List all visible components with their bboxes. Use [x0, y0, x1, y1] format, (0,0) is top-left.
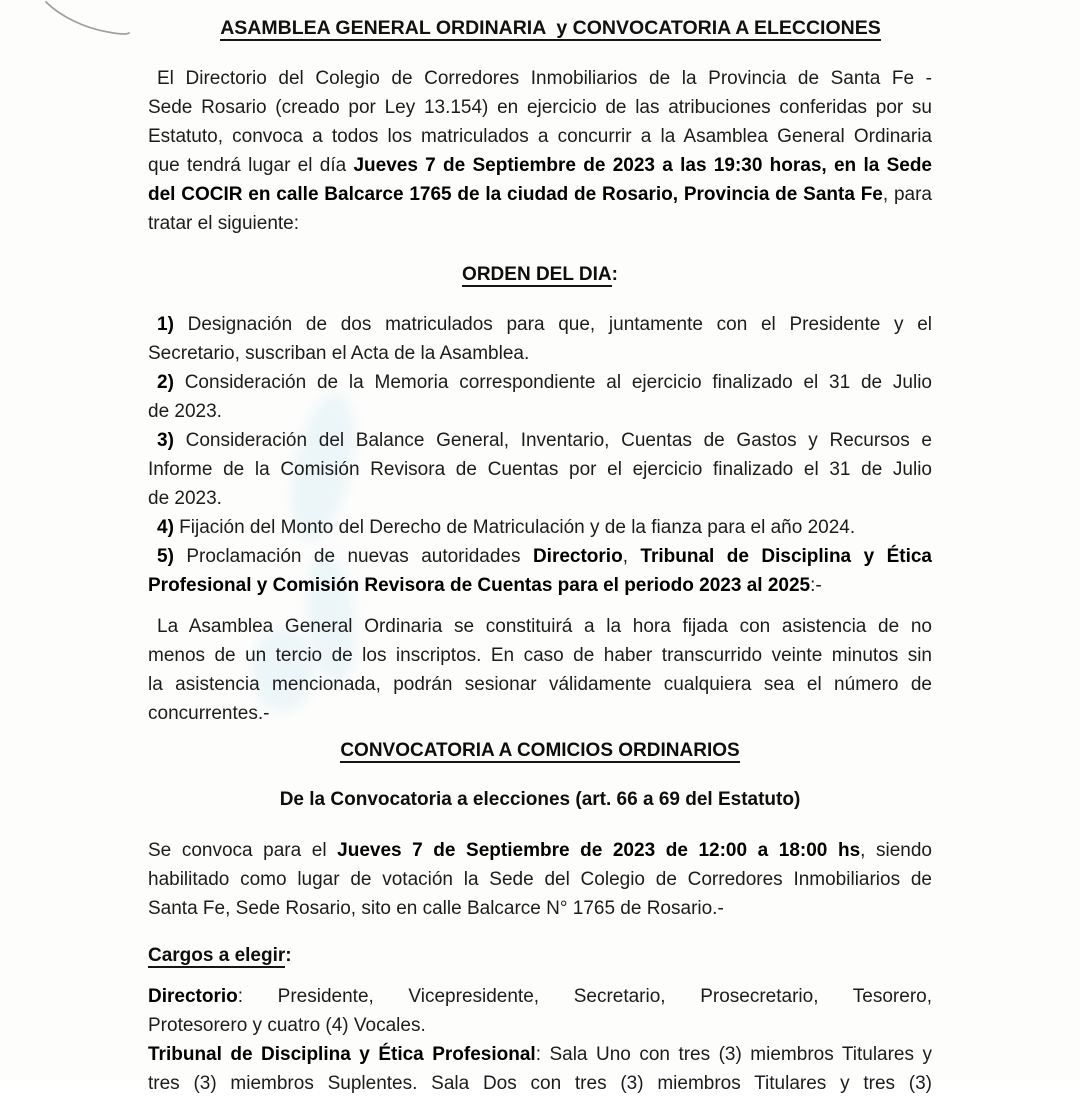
text-segment-bold: 4): [157, 517, 174, 538]
text-segment-bold: Profesional y Comisión Revisora de Cuentas para el periodo 2023 al 2025: [148, 575, 811, 596]
orden-del-dia-items: [148, 310, 932, 600]
text-segment: :-: [810, 575, 822, 596]
text-line: [148, 513, 932, 542]
convocatoria-subheading-text: De la Convocatoria a elecciones (art. 66 a 69 del Estatuto): [279, 789, 801, 810]
text-segment: Sede Rosario (creado por Ley 13.154) en ejercicio de las atribuciones conferidas por su: [148, 97, 932, 118]
text-segment: la asistencia mencionada, podrán sesionar válidamente cualquiera sea el número de: [148, 674, 932, 695]
text-segment: : Sala Uno con tres (3) miembros Titulares y: [535, 1044, 932, 1065]
text-line: [148, 571, 932, 600]
text-segment: La Asamblea General Ordinaria se constituirá a la hora fijada con asistencia de no: [157, 616, 932, 637]
text-segment: menos de un tercio de los inscriptos. En caso de haber transcurrido veinte minutos sin: [148, 645, 932, 666]
text-segment: Informe de la Comisión Revisora de Cuentas por el ejercicio finalizado el 31 de Julio: [148, 459, 932, 480]
text-segment: ,: [622, 546, 641, 567]
text-segment-bold: 2): [157, 372, 174, 393]
text-segment: que tendrá lugar el día: [148, 155, 354, 176]
text-segment: Santa Fe, Sede Rosario, sito en calle Balcarce N° 1765 de Rosario.-: [148, 898, 724, 919]
text-line: [148, 865, 932, 894]
text-line: [148, 64, 932, 93]
text-segment-bold: 3): [157, 430, 174, 451]
quorum-paragraph: [148, 612, 932, 728]
text-line: [148, 93, 932, 122]
text-segment-bold: Tribunal de Disciplina y Ética Profesional: [148, 1044, 536, 1065]
text-line: [148, 542, 932, 571]
text-segment-bold: 5): [157, 546, 174, 567]
convocatoria-subheading: [148, 785, 932, 814]
text-line: [148, 310, 932, 339]
text-line: [148, 1040, 932, 1069]
text-segment-bold: Jueves 7 de Septiembre de 2023 a las 19:30 horas, en la Sede: [353, 155, 932, 176]
text-segment: de 2023.: [148, 488, 222, 509]
text-line: [148, 426, 932, 455]
text-segment-bold: del COCIR en calle Balcarce 1765 de la ciudad de Rosario, Provincia de Santa Fe: [148, 184, 883, 205]
text-line: [148, 484, 932, 513]
text-segment: El Directorio del Colegio de Corredores Inmobiliarios de la Provincia de Santa Fe -: [157, 68, 932, 89]
text-segment: Consideración del Balance General, Inventario, Cuentas de Gastos y Recursos e: [173, 430, 932, 451]
intro-paragraph: [148, 64, 932, 238]
text-segment: Secretario, suscriban el Acta de la Asamblea.: [148, 343, 530, 364]
orden-del-dia-heading-text: ORDEN DEL DIA: [462, 264, 612, 285]
cargos-heading-colon: :: [285, 945, 292, 966]
text-line: [148, 836, 932, 865]
text-line: [148, 670, 932, 699]
text-segment: habilitado como lugar de votación la Sede del Colegio de Corredores Inmobiliarios de: [148, 869, 932, 890]
text-segment: Protesorero y cuatro (4) Vocales.: [148, 1015, 426, 1036]
text-segment: Proclamación de nuevas autoridades: [173, 546, 533, 567]
document-body: [148, 0, 932, 1098]
text-line: [148, 1069, 932, 1098]
text-segment: , siendo: [860, 840, 932, 861]
text-segment-bold: Tribunal de Disciplina y Ética: [640, 546, 932, 567]
text-segment-bold: Jueves 7 de Septiembre de 2023 de 12:00 a 18:00 hs: [337, 840, 861, 861]
orden-del-dia-heading-colon: :: [611, 264, 618, 285]
text-segment: Fijación del Monto del Derecho de Matriculación y de la fianza para el año 2024.: [173, 517, 856, 538]
text-line: [148, 1011, 932, 1040]
text-segment: tratar el siguiente:: [148, 213, 300, 234]
text-line: [148, 397, 932, 426]
text-line: [148, 339, 932, 368]
text-segment-bold: Directorio: [532, 546, 623, 567]
text-segment: concurrentes.-: [148, 703, 270, 724]
text-line: [148, 455, 932, 484]
text-line: [148, 209, 932, 238]
text-line: [148, 151, 932, 180]
votacion-paragraph: [148, 836, 932, 923]
text-line: [148, 641, 932, 670]
text-segment-bold: 1): [157, 314, 174, 335]
text-line: [148, 894, 932, 923]
document-title-text: ASAMBLEA GENERAL ORDINARIA y CONVOCATORIA A ELECCIONES: [220, 17, 881, 39]
text-line: [148, 180, 932, 209]
cargos-heading: [148, 941, 932, 970]
orden-del-dia-heading: [148, 260, 932, 289]
cargos-list: [148, 982, 932, 1098]
text-segment: tres (3) miembros Suplentes. Sala Dos con tres (3) miembros Titulares y tres (3): [148, 1073, 932, 1094]
text-line: [148, 982, 932, 1011]
text-segment: Designación de dos matriculados para que, juntamente con el Presidente y el: [173, 314, 932, 335]
cargos-heading-text: Cargos a elegir: [148, 945, 286, 966]
text-line: [148, 699, 932, 728]
text-segment-bold: Directorio: [148, 986, 238, 1007]
text-line: [148, 612, 932, 641]
text-line: [148, 122, 932, 151]
text-segment: de 2023.: [148, 401, 222, 422]
text-segment: Se convoca para el: [148, 840, 338, 861]
comicios-heading: [148, 736, 932, 765]
text-line: [148, 368, 932, 397]
comicios-heading-text: CONVOCATORIA A COMICIOS ORDINARIOS: [340, 740, 740, 761]
text-segment: , para: [882, 184, 932, 205]
text-segment: : Presidente, Vicepresidente, Secretario, Prosecretario, Tesorero,: [237, 986, 932, 1007]
text-segment: Consideración de la Memoria correspondiente al ejercicio finalizado el 31 de Julio: [173, 372, 932, 393]
text-segment: Estatuto, convoca a todos los matriculados a concurrir a la Asamblea General Ordinaria: [148, 126, 932, 147]
